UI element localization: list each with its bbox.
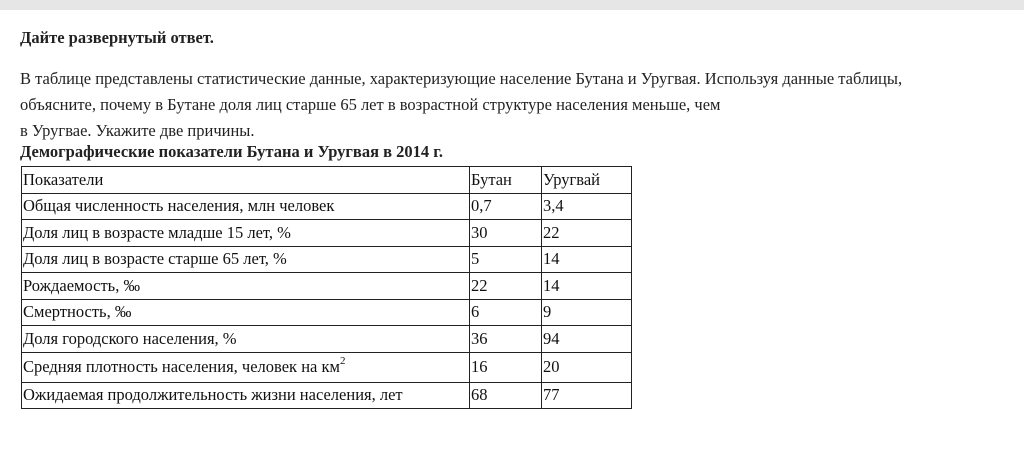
row-label: Доля лиц в возрасте старше 65 лет, % [22,246,470,273]
task-line: в Уругвае. Укажите две причины. [20,121,255,140]
uruguay-value: 77 [542,382,632,409]
row-label-cell [22,352,470,382]
row-label: Рождаемость, ‰ [22,273,470,300]
row-label: Ожидаемая продолжительность жизни населения, лет [22,382,470,409]
row-label: Общая численность населения, млн человек [22,193,470,220]
header-indicators: Показатели [22,167,470,194]
bhutan-value: 36 [470,326,542,353]
uruguay-value: 3,4 [542,193,632,220]
top-bar [0,0,1024,10]
uruguay-value: 22 [542,220,632,247]
bhutan-value: 6 [470,299,542,326]
bhutan-value: 22 [470,273,542,300]
table-title: Демографические показатели Бутана и Уругвая в 2014 г. [20,142,444,161]
table-row [22,193,632,220]
table-row [22,246,632,273]
task-line: объясните, почему в Бутане доля лиц старше 65 лет в возрастной структуре населения меньше, чем [20,95,721,114]
uruguay-value: 94 [542,326,632,353]
header-bhutan: Бутан [470,167,542,194]
table-row [22,273,632,300]
task-line: В таблице представлены статистические данные, характеризующие население Бутана и Уругвая. Используя данные таблицы, [20,69,903,88]
row-label: Смертность, ‰ [22,299,470,326]
row-label: Средняя плотность населения, человек на км [23,357,340,376]
bhutan-value: 0,7 [470,193,542,220]
bhutan-value: 16 [470,352,542,382]
uruguay-value: 14 [542,246,632,273]
bhutan-value: 5 [470,246,542,273]
row-label: Доля городского населения, % [22,326,470,353]
table-row [22,326,632,353]
table-row [22,220,632,247]
table-row [22,299,632,326]
bhutan-value: 30 [470,220,542,247]
uruguay-value: 14 [542,273,632,300]
row-label: Доля лиц в возрасте младше 15 лет, % [22,220,470,247]
demographics-table [21,166,632,409]
uruguay-value: 20 [542,352,632,382]
uruguay-value: 9 [542,299,632,326]
bhutan-value: 68 [470,382,542,409]
table-row [22,352,632,382]
table-row [22,382,632,409]
task-text [20,66,1010,144]
table-header-row [22,167,632,194]
header-uruguay: Уругвай [542,167,632,194]
task-heading: Дайте развернутый ответ. [20,28,214,47]
superscript-2: 2 [339,355,346,367]
